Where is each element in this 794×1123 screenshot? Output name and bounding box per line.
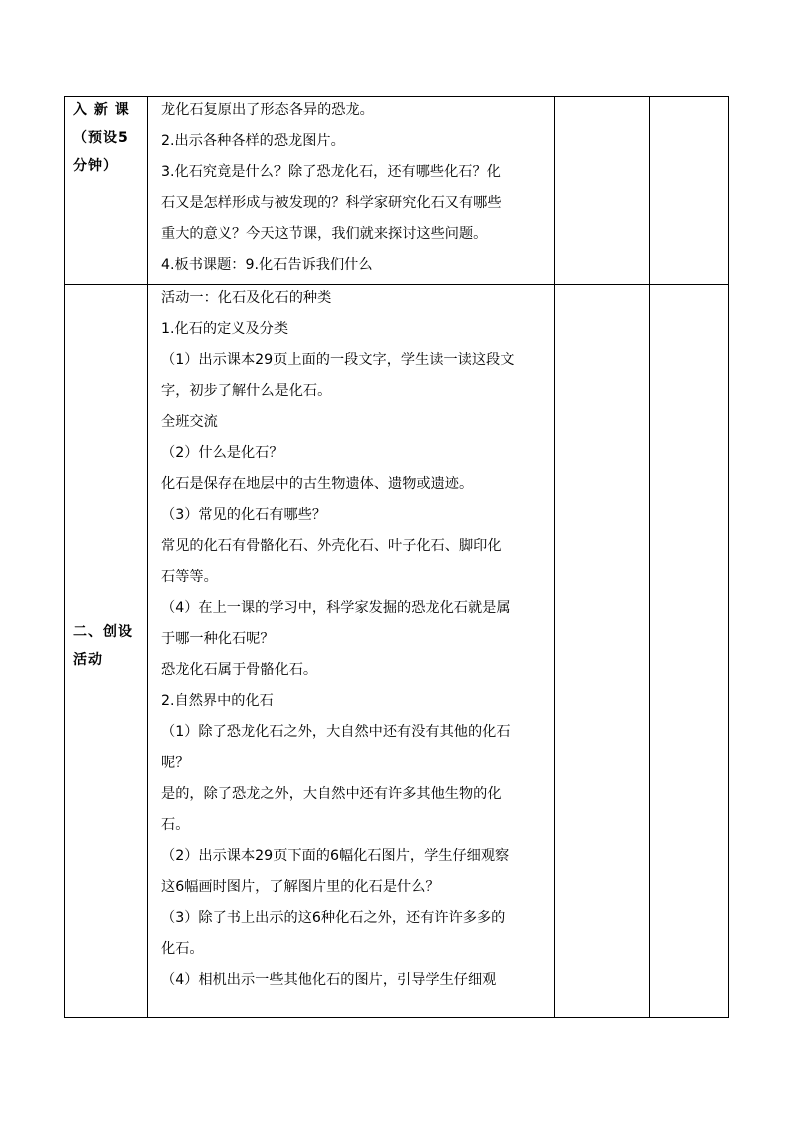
content-line: （1）出示课本29页上面的一段文字，学生读一读这段文 <box>161 352 515 368</box>
content-line: 4.板书课题：9.化石告诉我们什么 <box>161 257 373 273</box>
content-line: 于哪一种化石呢？ <box>161 631 275 647</box>
content-line: 3.化石究竟是什么？除了恐龙化石，还有哪些化石？化 <box>161 164 501 180</box>
content-line: 是的，除了恐龙之外，大自然中还有许多其他生物的化 <box>161 786 502 802</box>
content-line: 这6幅画时图片，了解图片里的化石是什么？ <box>161 879 440 895</box>
content-line: 化石。 <box>161 941 204 957</box>
row-2-content <box>161 283 553 996</box>
content-line: 龙化石复原出了形态各异的恐龙。 <box>161 102 374 118</box>
row-2-stage-label <box>73 618 149 674</box>
content-line: 恐龙化石属于骨骼化石。 <box>161 662 318 678</box>
stage-label-line: 二、创设 <box>73 624 133 640</box>
content-line: （2）出示课本29页下面的6幅化石图片，学生仔细观察 <box>161 848 510 864</box>
content-line: 化石是保存在地层中的古生物遗体、遗物或遗迹。 <box>161 476 474 492</box>
row-1-stage-label <box>73 96 149 180</box>
content-line: 石又是怎样形成与被发现的？科学家研究化石又有哪些 <box>161 195 502 211</box>
content-line: 常见的化石有骨骼化石、外壳化石、叶子化石、脚印化 <box>161 538 502 554</box>
content-line: （4）相机出示一些其他化石的图片，引导学生仔细观 <box>161 972 497 988</box>
content-line: 全班交流 <box>161 414 218 430</box>
content-line: （3）除了书上出示的这6种化石之外，还有许许多多的 <box>161 910 506 926</box>
content-line: （4）在上一课的学习中，科学家发掘的恐龙化石就是属 <box>161 600 511 616</box>
content-line: 2.自然界中的化石 <box>161 693 274 709</box>
content-line: （3）常见的化石有哪些？ <box>161 507 327 523</box>
content-line: 活动一：化石及化石的种类 <box>161 290 332 306</box>
content-line: （1）除了恐龙化石之外，大自然中还有没有其他的化石 <box>161 724 511 740</box>
lesson-plan-table <box>64 96 729 1018</box>
content-line: 石。 <box>161 817 190 833</box>
content-line: （2）什么是化石？ <box>161 445 284 461</box>
column-divider-1 <box>147 97 148 1017</box>
content-line: 呢？ <box>161 755 190 771</box>
stage-label-line: （预设5 <box>73 130 129 146</box>
content-line: 1.化石的定义及分类 <box>161 321 289 337</box>
column-divider-3 <box>649 97 650 1017</box>
row-1-content <box>161 95 553 281</box>
column-divider-2 <box>554 97 555 1017</box>
content-line: 石等等。 <box>161 569 218 585</box>
stage-label-line: 活动 <box>73 652 103 668</box>
stage-label-line: 入 新 课 <box>73 102 130 118</box>
content-line: 字，初步了解什么是化石。 <box>161 383 332 399</box>
content-line: 2.出示各种各样的恐龙图片。 <box>161 133 345 149</box>
content-line: 重大的意义？今天这节课，我们就来探讨这些问题。 <box>161 226 488 242</box>
stage-label-line: 分钟） <box>73 158 118 174</box>
